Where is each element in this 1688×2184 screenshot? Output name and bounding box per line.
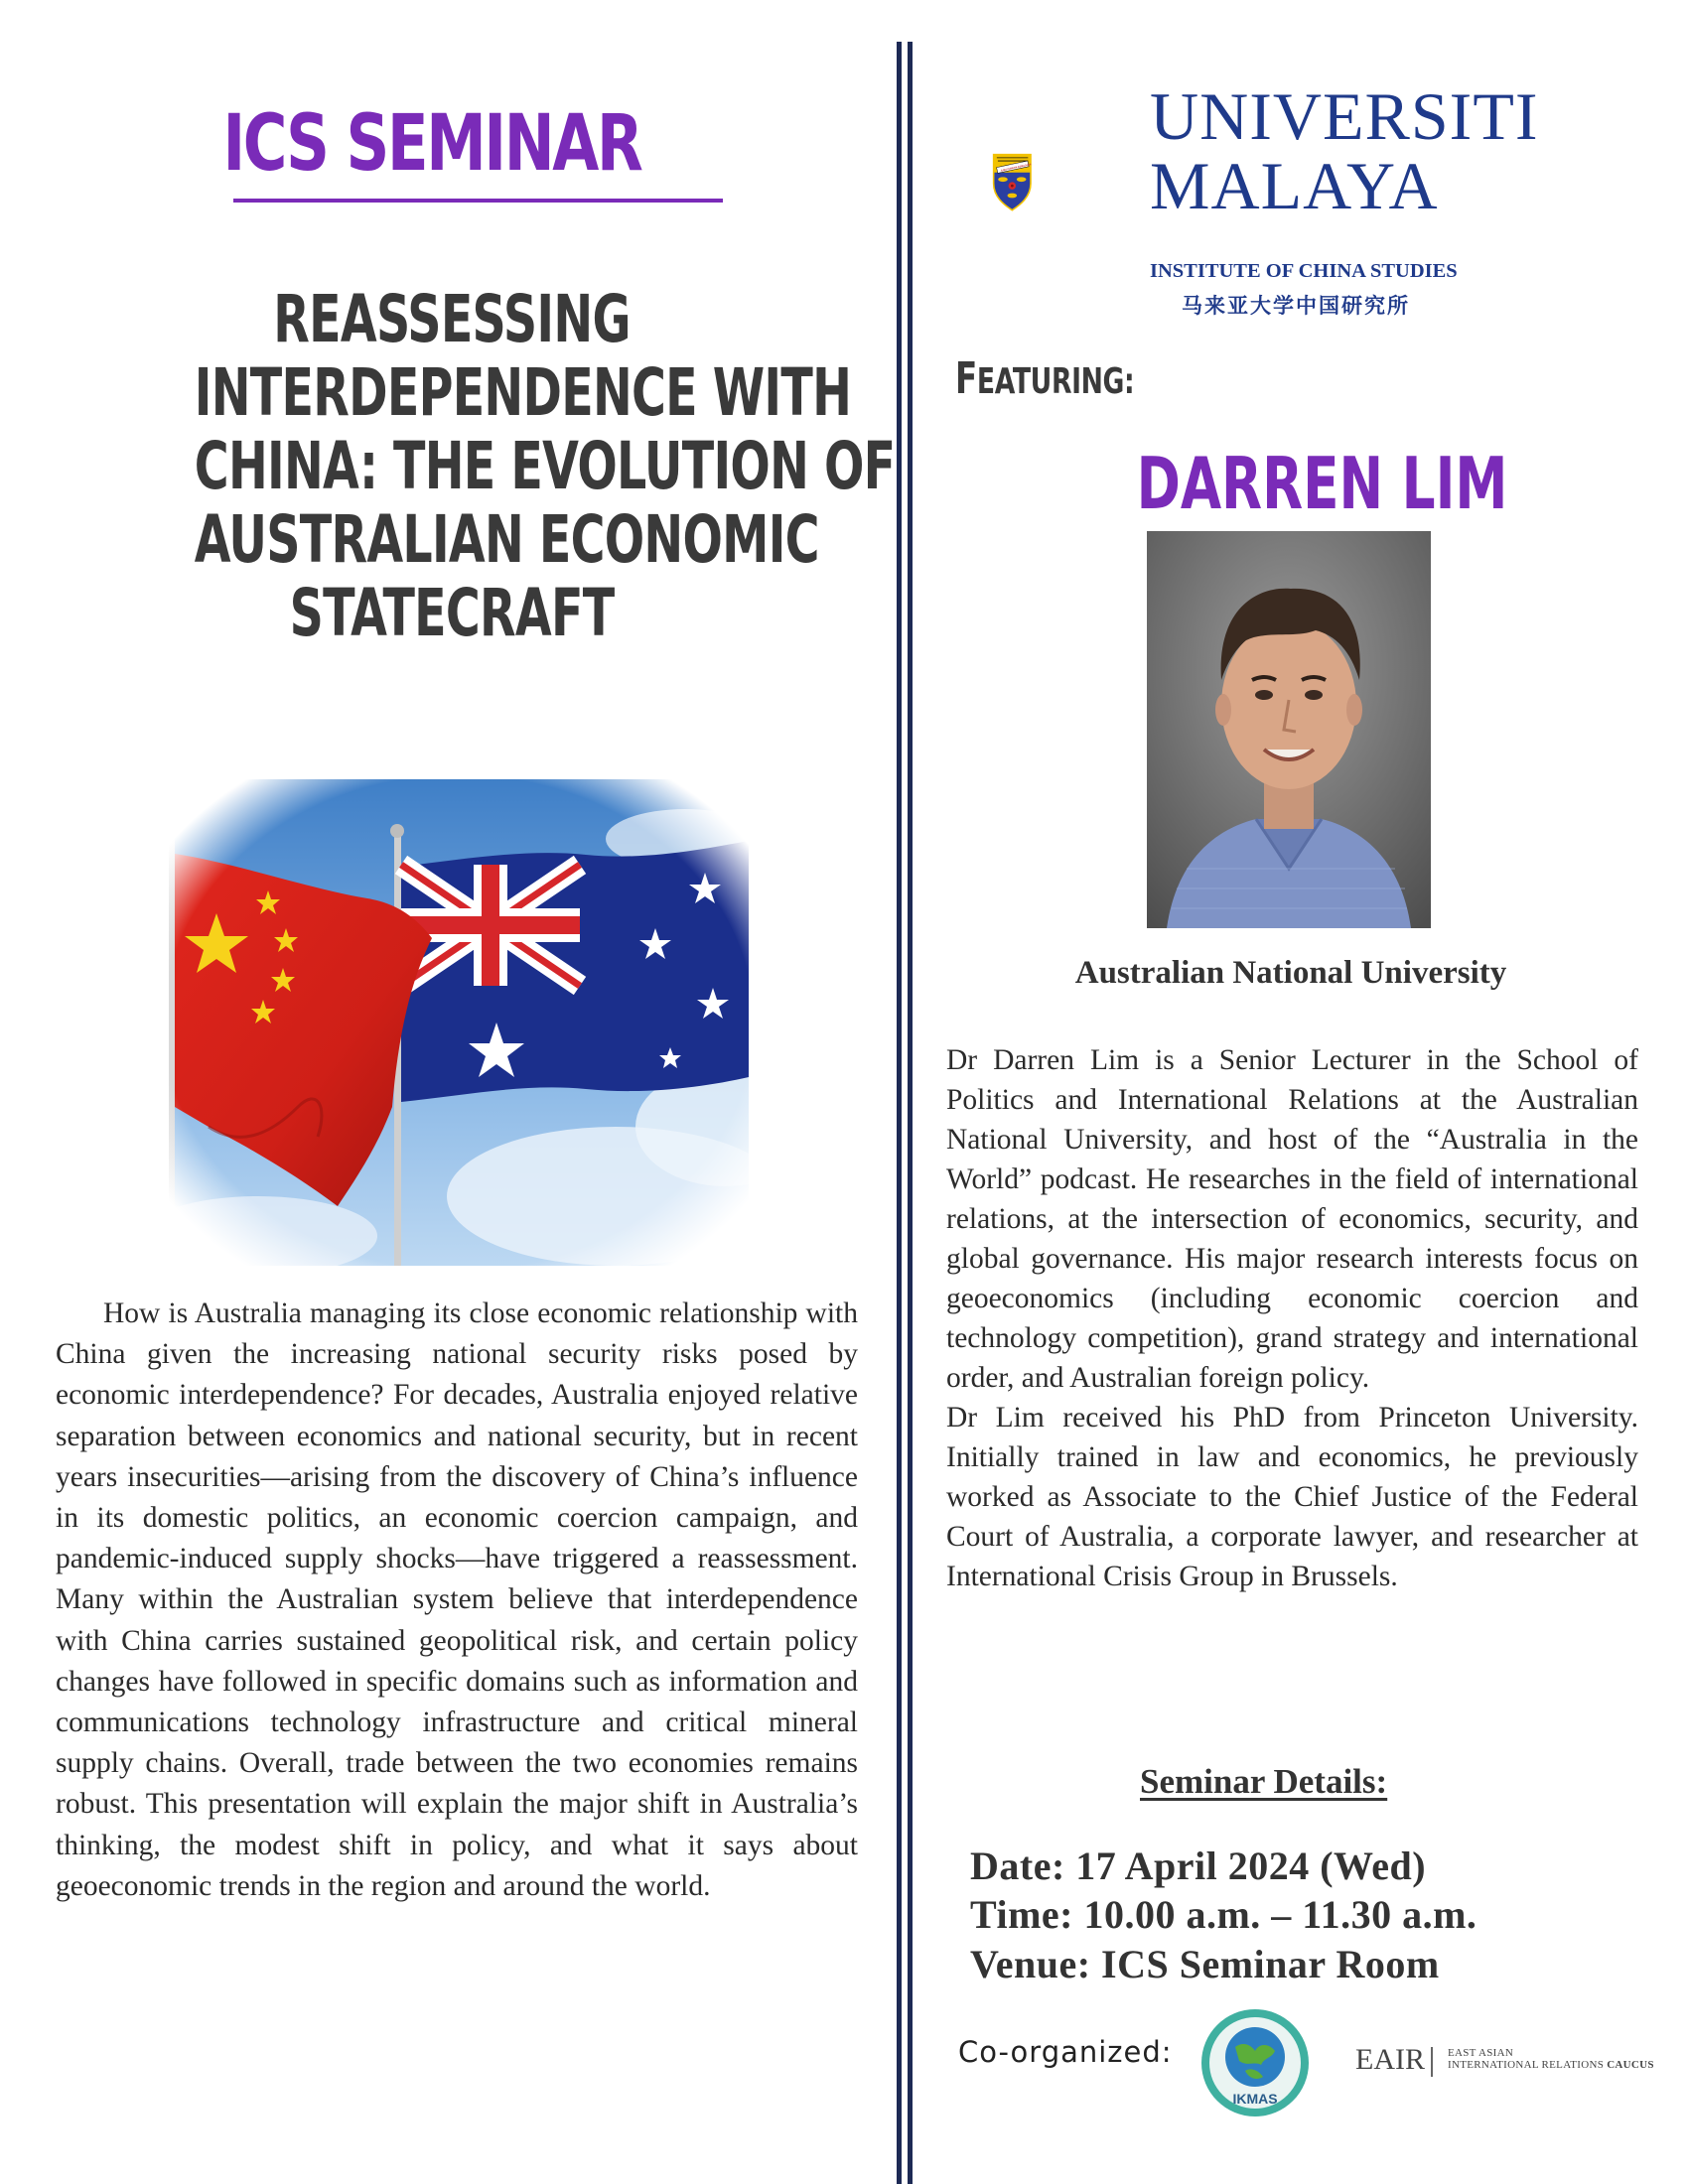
talk-title-line: CHINA: THE EVOLUTION OF [194,428,896,504]
seminar-details-heading: Seminar Details: [1140,1762,1388,1801]
eair-caucus-text: EAST ASIAN INTERNATIONAL RELATIONS CAUCUS [1448,2047,1654,2071]
wordmark-line: UNIVERSITI [1150,78,1539,154]
coorganized-label: Co-organized: [958,2035,1173,2069]
wordmark-line: MALAYA [1150,148,1439,223]
seminar-time: Time: 10.00 a.m. – 11.30 a.m. [970,1892,1477,1937]
crest-motto: ILMU PUNCHA KEMAJUAN [1000,163,1032,173]
talk-title [94,281,896,651]
seminar-heading: ICS SEMINAR [222,99,641,189]
heading-underline [233,199,723,203]
bio-paragraph: Dr Lim received his PhD from Princeton University. Initially trained in law and economics, he previously worked as Associate to the Chief Justice of the Federal Court of Australia, a corporate lawyer, and researcher at International Crisis Group in Brussels. [946,1402,1638,1592]
abstract-paragraph: How is Australia managing its close economic relationship with China given the increasing national security risks posed by economic interdependence? For decades, Australia enjoyed relative separation between economics and national security, but in recent years insecurities—arising from the discovery of China’s influence in its domestic politics, an economic coercion campaign, and pandemic-induced supply shocks—have triggered a reassessment. Many within the Australian system believe that interdependence with China carries sustained geopolitical risk, and certain policy changes have followed in specific domains such as information and communications technology infrastructure and critical mineral supply chains. Overall, trade between the two economies remains robust. This presentation will explain the major shift in Australia’s thinking, the modest shift in policy, and what it says about geoeconomic trends in the region and around the world. [56,1297,858,1902]
column-divider [897,42,916,2184]
ikmas-logo-icon [1199,2007,1311,2124]
ikmas-text: IKMAS [1232,2091,1278,2107]
eair-logo [1355,2043,1439,2077]
bio-paragraph: Dr Darren Lim is a Senior Lecturer in the School of Politics and International Relations at the Australian National University, and host of the “Australia in the World” podcast. He researches in the field of international relations, at the intersection of economics, security, and global governance. His major research interests focus on geoeconomics (including economic coercion and technology competition), grand strategy and international order, and Australian foreign policy. [946,1044,1638,1394]
talk-title-line: AUSTRALIAN ECONOMIC [194,501,819,578]
seminar-venue: Venue: ICS Seminar Room [970,1942,1440,1986]
institute-name-chinese: 马来亚大学中国研究所 [1182,294,1410,318]
seminar-date: Date: 17 April 2024 (Wed) [970,1843,1427,1888]
speaker-photo [1147,531,1431,928]
universiti-malaya-crest-icon [991,89,1150,278]
speaker-name: DARREN LIM [1136,442,1508,525]
speaker-bio [946,1040,1638,1596]
talk-title-line: INTERDEPENDENCE WITH [194,354,852,431]
institute-name: INSTITUTE OF CHINA STUDIES [1150,260,1458,282]
university-wordmark [1150,78,1539,223]
eair-text: EAIR [1355,2043,1425,2076]
china-australia-flags-image [169,779,749,1266]
talk-title-line: REASSESSING [273,281,631,357]
speaker-affiliation: Australian National University [1074,955,1507,991]
talk-title-line: STATECRAFT [289,575,615,651]
featuring-label: FEATURING: [955,353,1135,404]
